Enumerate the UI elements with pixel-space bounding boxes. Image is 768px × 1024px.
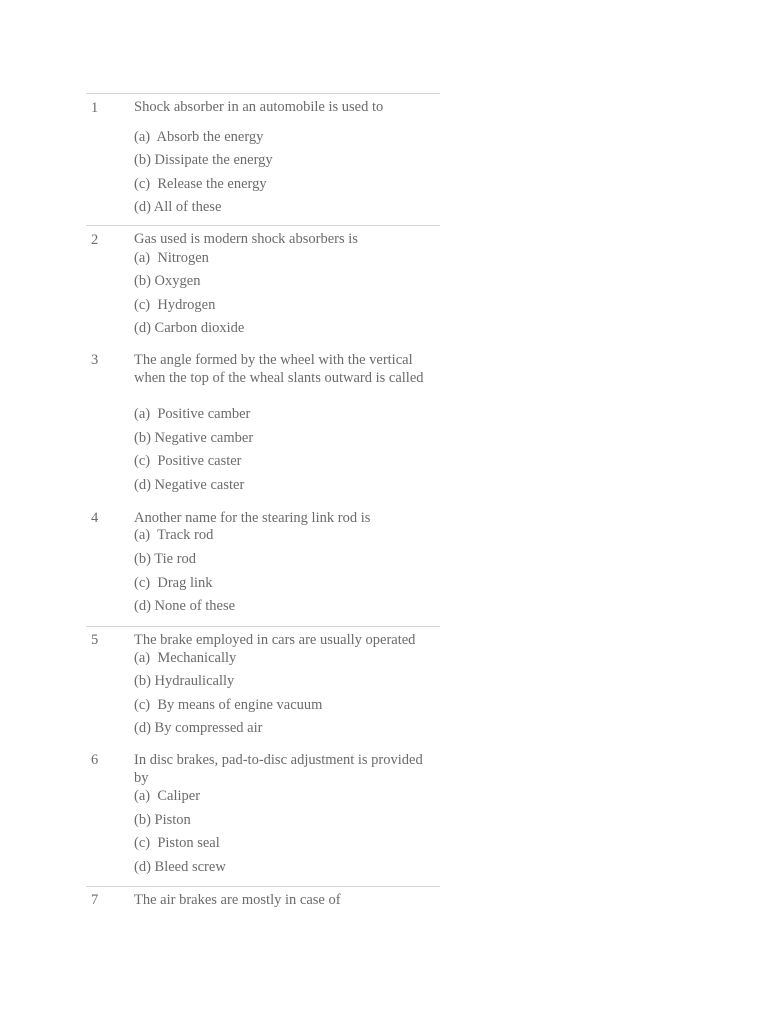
option-d: (d) None of these	[134, 598, 236, 614]
option-c: (c) By means of engine vacuum	[134, 697, 323, 713]
question-1	[86, 93, 440, 226]
question-text: The brake employed in cars are usually operated	[134, 632, 416, 648]
option-c: (c) Positive caster	[134, 453, 242, 469]
option-a: (a) Track rod	[134, 527, 214, 543]
question-number: 1	[91, 100, 99, 116]
question-text: Another name for the stearing link rod is	[134, 510, 371, 526]
question-text: The angle formed by the wheel with the vertical when the top of the wheal slants outward is called	[134, 352, 424, 386]
option-d: (d) Carbon dioxide	[134, 320, 245, 336]
question-text: The air brakes are mostly in case of	[134, 892, 341, 908]
option-d: (d) All of these	[134, 199, 222, 215]
question-number: 2	[91, 232, 99, 248]
option-b: (b) Negative camber	[134, 430, 254, 446]
option-c: (c) Hydrogen	[134, 297, 216, 313]
option-d: (d) By compressed air	[134, 720, 263, 736]
option-c: (c) Release the energy	[134, 176, 267, 192]
question-6	[86, 746, 440, 886]
question-number: 3	[91, 352, 99, 368]
question-number: 5	[91, 632, 99, 648]
question-4	[86, 502, 440, 626]
question-number: 7	[91, 892, 99, 908]
option-c: (c) Drag link	[134, 575, 213, 591]
option-b: (b) Oxygen	[134, 273, 201, 289]
question-number: 4	[91, 510, 99, 526]
question-text: Shock absorber in an automobile is used to	[134, 99, 384, 115]
option-c: (c) Piston seal	[134, 835, 220, 851]
option-a: (a) Caliper	[134, 788, 201, 804]
option-b: (b) Tie rod	[134, 551, 197, 567]
option-d: (d) Negative caster	[134, 477, 245, 493]
question-text: Gas used is modern shock absorbers is	[134, 231, 358, 247]
question-number: 6	[91, 752, 99, 768]
question-2	[86, 225, 440, 346]
question-text: In disc brakes, pad-to-disc adjustment is provided by	[134, 752, 423, 786]
option-a: (a) Positive camber	[134, 406, 251, 422]
option-b: (b) Piston	[134, 812, 191, 828]
option-a: (a) Nitrogen	[134, 250, 209, 266]
question-7	[86, 886, 440, 927]
question-5	[86, 626, 440, 747]
option-a: (a) Absorb the energy	[134, 129, 264, 145]
option-b: (b) Dissipate the energy	[134, 152, 273, 168]
option-b: (b) Hydraulically	[134, 673, 235, 689]
option-a: (a) Mechanically	[134, 650, 237, 666]
option-d: (d) Bleed screw	[134, 859, 226, 875]
question-3	[86, 345, 440, 502]
